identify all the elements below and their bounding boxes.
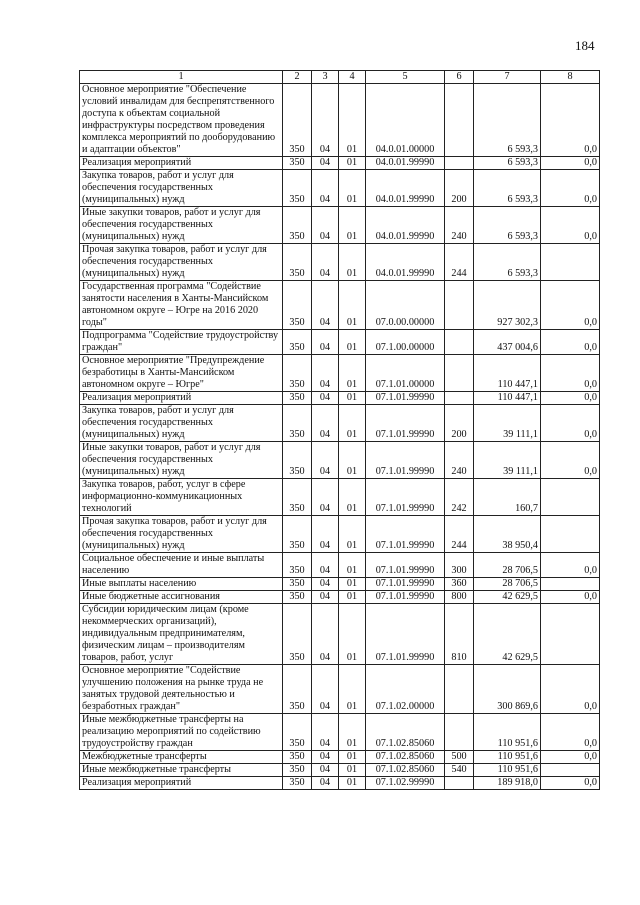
expense-type-cell: 242: [445, 479, 474, 516]
row-name-cell: Основное мероприятие "Содействие улучшению положения на рынке труда не занятых трудовой деятельностью и безработных граждан": [80, 665, 283, 714]
table-row: [80, 281, 600, 330]
subvention-amount-cell: [541, 578, 600, 591]
subsection-cell: 01: [339, 170, 366, 207]
target-article-cell: 07.1.01.00000: [366, 355, 445, 392]
subsection-cell: 01: [339, 777, 366, 790]
row-name-cell: Субсидии юридическим лицам (кроме некоммерческих организаций), индивидуальным предпринимателям, физическим лицам – производителям товаров, работ, услуг: [80, 604, 283, 665]
section-cell: 04: [312, 330, 339, 355]
section-cell: 04: [312, 157, 339, 170]
section-cell: 04: [312, 84, 339, 157]
target-article-cell: 04.0.01.99990: [366, 170, 445, 207]
row-name-cell: Прочая закупка товаров, работ и услуг для обеспечения государственных (муниципальных) нужд: [80, 244, 283, 281]
subsection-cell: 01: [339, 207, 366, 244]
subsection-cell: 01: [339, 604, 366, 665]
subsection-cell: 01: [339, 479, 366, 516]
subvention-amount-cell: 0,0: [541, 84, 600, 157]
subsection-cell: 01: [339, 591, 366, 604]
admin-code-cell: 350: [283, 244, 312, 281]
expense-type-cell: 500: [445, 751, 474, 764]
subsection-cell: 01: [339, 516, 366, 553]
table-row: [80, 479, 600, 516]
admin-code-cell: 350: [283, 170, 312, 207]
table-row: [80, 714, 600, 751]
amount-cell: 110 951,6: [474, 751, 541, 764]
section-cell: 04: [312, 604, 339, 665]
target-article-cell: 07.1.02.85060: [366, 714, 445, 751]
row-name-cell: Закупка товаров, работ и услуг для обеспечения государственных (муниципальных) нужд: [80, 170, 283, 207]
amount-cell: 39 111,1: [474, 442, 541, 479]
expense-type-cell: 244: [445, 516, 474, 553]
row-name-cell: Иные закупки товаров, работ и услуг для обеспечения государственных (муниципальных) нужд: [80, 442, 283, 479]
admin-code-cell: 350: [283, 157, 312, 170]
row-name-cell: Реализация мероприятий: [80, 777, 283, 790]
section-cell: 04: [312, 591, 339, 604]
subvention-amount-cell: 0,0: [541, 207, 600, 244]
target-article-cell: 07.0.00.00000: [366, 281, 445, 330]
target-article-cell: 07.1.01.99990: [366, 553, 445, 578]
admin-code-cell: 350: [283, 355, 312, 392]
expense-type-cell: [445, 281, 474, 330]
section-cell: 04: [312, 442, 339, 479]
table-row: [80, 244, 600, 281]
row-name-cell: Закупка товаров, работ, услуг в сфере информационно-коммуникационных технологий: [80, 479, 283, 516]
admin-code-cell: 350: [283, 442, 312, 479]
row-name-cell: Социальное обеспечение и иные выплаты населению: [80, 553, 283, 578]
target-article-cell: 07.1.00.00000: [366, 330, 445, 355]
section-cell: 04: [312, 553, 339, 578]
page-number: 184: [575, 38, 595, 53]
amount-cell: 437 004,6: [474, 330, 541, 355]
section-cell: 04: [312, 751, 339, 764]
amount-cell: 42 629,5: [474, 604, 541, 665]
subvention-amount-cell: [541, 244, 600, 281]
amount-cell: 28 706,5: [474, 553, 541, 578]
target-article-cell: 07.1.01.99990: [366, 591, 445, 604]
column-header: 4: [339, 71, 366, 84]
subvention-amount-cell: 0,0: [541, 157, 600, 170]
amount-cell: 39 111,1: [474, 405, 541, 442]
row-name-cell: Иные межбюджетные трансферты: [80, 764, 283, 777]
section-cell: 04: [312, 244, 339, 281]
admin-code-cell: 350: [283, 591, 312, 604]
target-article-cell: 07.1.01.99990: [366, 405, 445, 442]
amount-cell: 110 447,1: [474, 392, 541, 405]
column-header: 3: [312, 71, 339, 84]
expense-type-cell: 240: [445, 207, 474, 244]
expense-type-cell: 810: [445, 604, 474, 665]
target-article-cell: 07.1.01.99990: [366, 516, 445, 553]
row-name-cell: Иные закупки товаров, работ и услуг для обеспечения государственных (муниципальных) нужд: [80, 207, 283, 244]
subsection-cell: 01: [339, 553, 366, 578]
subsection-cell: 01: [339, 84, 366, 157]
subsection-cell: 01: [339, 244, 366, 281]
expense-type-cell: [445, 355, 474, 392]
column-header: 1: [80, 71, 283, 84]
target-article-cell: 07.1.02.00000: [366, 665, 445, 714]
section-cell: 04: [312, 355, 339, 392]
expense-type-cell: [445, 84, 474, 157]
expense-type-cell: 200: [445, 405, 474, 442]
table-header-row: [80, 71, 600, 84]
admin-code-cell: 350: [283, 764, 312, 777]
table-row: [80, 751, 600, 764]
section-cell: 04: [312, 764, 339, 777]
target-article-cell: 07.1.02.85060: [366, 764, 445, 777]
section-cell: 04: [312, 207, 339, 244]
target-article-cell: 07.1.01.99990: [366, 479, 445, 516]
admin-code-cell: 350: [283, 553, 312, 578]
target-article-cell: 07.1.02.85060: [366, 751, 445, 764]
subsection-cell: 01: [339, 578, 366, 591]
table-row: [80, 170, 600, 207]
subsection-cell: 01: [339, 442, 366, 479]
subvention-amount-cell: 0,0: [541, 665, 600, 714]
row-name-cell: Реализация мероприятий: [80, 392, 283, 405]
section-cell: 04: [312, 578, 339, 591]
admin-code-cell: 350: [283, 330, 312, 355]
table-row: [80, 591, 600, 604]
target-article-cell: 04.0.01.99990: [366, 207, 445, 244]
subvention-amount-cell: 0,0: [541, 330, 600, 355]
amount-cell: 927 302,3: [474, 281, 541, 330]
admin-code-cell: 350: [283, 665, 312, 714]
subsection-cell: 01: [339, 405, 366, 442]
subvention-amount-cell: [541, 516, 600, 553]
table-row: [80, 764, 600, 777]
subvention-amount-cell: [541, 604, 600, 665]
subsection-cell: 01: [339, 764, 366, 777]
admin-code-cell: 350: [283, 207, 312, 244]
section-cell: 04: [312, 777, 339, 790]
table-row: [80, 392, 600, 405]
amount-cell: 300 869,6: [474, 665, 541, 714]
amount-cell: 42 629,5: [474, 591, 541, 604]
section-cell: 04: [312, 516, 339, 553]
expense-type-cell: 244: [445, 244, 474, 281]
amount-cell: 6 593,3: [474, 170, 541, 207]
section-cell: 04: [312, 281, 339, 330]
subsection-cell: 01: [339, 157, 366, 170]
table-row: [80, 330, 600, 355]
budget-table: [79, 70, 600, 790]
column-header: 5: [366, 71, 445, 84]
section-cell: 04: [312, 665, 339, 714]
expense-type-cell: [445, 665, 474, 714]
subsection-cell: 01: [339, 281, 366, 330]
table-row: [80, 516, 600, 553]
amount-cell: 110 951,6: [474, 714, 541, 751]
admin-code-cell: 350: [283, 604, 312, 665]
table-row: [80, 665, 600, 714]
table-row: [80, 84, 600, 157]
target-article-cell: 04.0.01.99990: [366, 157, 445, 170]
expense-type-cell: [445, 330, 474, 355]
expense-type-cell: [445, 714, 474, 751]
expense-type-cell: [445, 157, 474, 170]
amount-cell: 6 593,3: [474, 244, 541, 281]
table-row: [80, 442, 600, 479]
amount-cell: 6 593,3: [474, 157, 541, 170]
admin-code-cell: 350: [283, 84, 312, 157]
subsection-cell: 01: [339, 355, 366, 392]
subvention-amount-cell: [541, 764, 600, 777]
column-header: 8: [541, 71, 600, 84]
row-name-cell: Основное мероприятие "Обеспечение условий инвалидам для беспрепятственного доступа к объектам социальной инфраструктуры посредством проведения комплекса мероприятий по дооборудованию и адаптации объектов": [80, 84, 283, 157]
subvention-amount-cell: 0,0: [541, 392, 600, 405]
section-cell: 04: [312, 392, 339, 405]
section-cell: 04: [312, 479, 339, 516]
admin-code-cell: 350: [283, 281, 312, 330]
subsection-cell: 01: [339, 330, 366, 355]
row-name-cell: Подпрограмма "Содействие трудоустройству граждан": [80, 330, 283, 355]
section-cell: 04: [312, 170, 339, 207]
expense-type-cell: 360: [445, 578, 474, 591]
target-article-cell: 04.0.01.00000: [366, 84, 445, 157]
row-name-cell: Закупка товаров, работ и услуг для обеспечения государственных (муниципальных) нужд: [80, 405, 283, 442]
table-row: [80, 553, 600, 578]
column-header: 2: [283, 71, 312, 84]
subsection-cell: 01: [339, 665, 366, 714]
target-article-cell: 07.1.01.99990: [366, 578, 445, 591]
expense-type-cell: 540: [445, 764, 474, 777]
expense-type-cell: [445, 777, 474, 790]
subvention-amount-cell: 0,0: [541, 281, 600, 330]
row-name-cell: Иные бюджетные ассигнования: [80, 591, 283, 604]
row-name-cell: Государственная программа "Содействие занятости населения в Ханты-Мансийском автономном округе – Югре на 2016 2020 годы": [80, 281, 283, 330]
expense-type-cell: [445, 392, 474, 405]
expense-type-cell: 800: [445, 591, 474, 604]
subvention-amount-cell: 0,0: [541, 553, 600, 578]
amount-cell: 38 950,4: [474, 516, 541, 553]
table-row: [80, 207, 600, 244]
row-name-cell: Реализация мероприятий: [80, 157, 283, 170]
admin-code-cell: 350: [283, 714, 312, 751]
target-article-cell: 07.1.01.99990: [366, 442, 445, 479]
subsection-cell: 01: [339, 751, 366, 764]
admin-code-cell: 350: [283, 578, 312, 591]
column-header: 6: [445, 71, 474, 84]
expense-type-cell: 300: [445, 553, 474, 578]
section-cell: 04: [312, 714, 339, 751]
subvention-amount-cell: 0,0: [541, 714, 600, 751]
admin-code-cell: 350: [283, 479, 312, 516]
admin-code-cell: 350: [283, 751, 312, 764]
amount-cell: 6 593,3: [474, 84, 541, 157]
subsection-cell: 01: [339, 714, 366, 751]
table-row: [80, 777, 600, 790]
expense-type-cell: 240: [445, 442, 474, 479]
column-header: 7: [474, 71, 541, 84]
subsection-cell: 01: [339, 392, 366, 405]
subvention-amount-cell: 0,0: [541, 355, 600, 392]
row-name-cell: Прочая закупка товаров, работ и услуг для обеспечения государственных (муниципальных) нужд: [80, 516, 283, 553]
target-article-cell: 07.1.01.99990: [366, 392, 445, 405]
table-row: [80, 157, 600, 170]
admin-code-cell: 350: [283, 392, 312, 405]
table-row: [80, 405, 600, 442]
subvention-amount-cell: 0,0: [541, 442, 600, 479]
admin-code-cell: 350: [283, 777, 312, 790]
subvention-amount-cell: 0,0: [541, 591, 600, 604]
amount-cell: 28 706,5: [474, 578, 541, 591]
target-article-cell: 07.1.01.99990: [366, 604, 445, 665]
subvention-amount-cell: 0,0: [541, 405, 600, 442]
table-row: [80, 578, 600, 591]
target-article-cell: 04.0.01.99990: [366, 244, 445, 281]
row-name-cell: Основное мероприятие "Предупреждение безработицы в Ханты-Мансийском автономном округе – Югре": [80, 355, 283, 392]
amount-cell: 189 918,0: [474, 777, 541, 790]
section-cell: 04: [312, 405, 339, 442]
row-name-cell: Иные межбюджетные трансферты на реализацию мероприятий по содействию трудоустройству граждан: [80, 714, 283, 751]
amount-cell: 110 951,6: [474, 764, 541, 777]
amount-cell: 160,7: [474, 479, 541, 516]
amount-cell: 110 447,1: [474, 355, 541, 392]
expense-type-cell: 200: [445, 170, 474, 207]
row-name-cell: Межбюджетные трансферты: [80, 751, 283, 764]
table-row: [80, 604, 600, 665]
subvention-amount-cell: [541, 479, 600, 516]
subvention-amount-cell: 0,0: [541, 751, 600, 764]
admin-code-cell: 350: [283, 516, 312, 553]
row-name-cell: Иные выплаты населению: [80, 578, 283, 591]
target-article-cell: 07.1.02.99990: [366, 777, 445, 790]
subvention-amount-cell: 0,0: [541, 170, 600, 207]
subvention-amount-cell: 0,0: [541, 777, 600, 790]
amount-cell: 6 593,3: [474, 207, 541, 244]
table-row: [80, 355, 600, 392]
admin-code-cell: 350: [283, 405, 312, 442]
